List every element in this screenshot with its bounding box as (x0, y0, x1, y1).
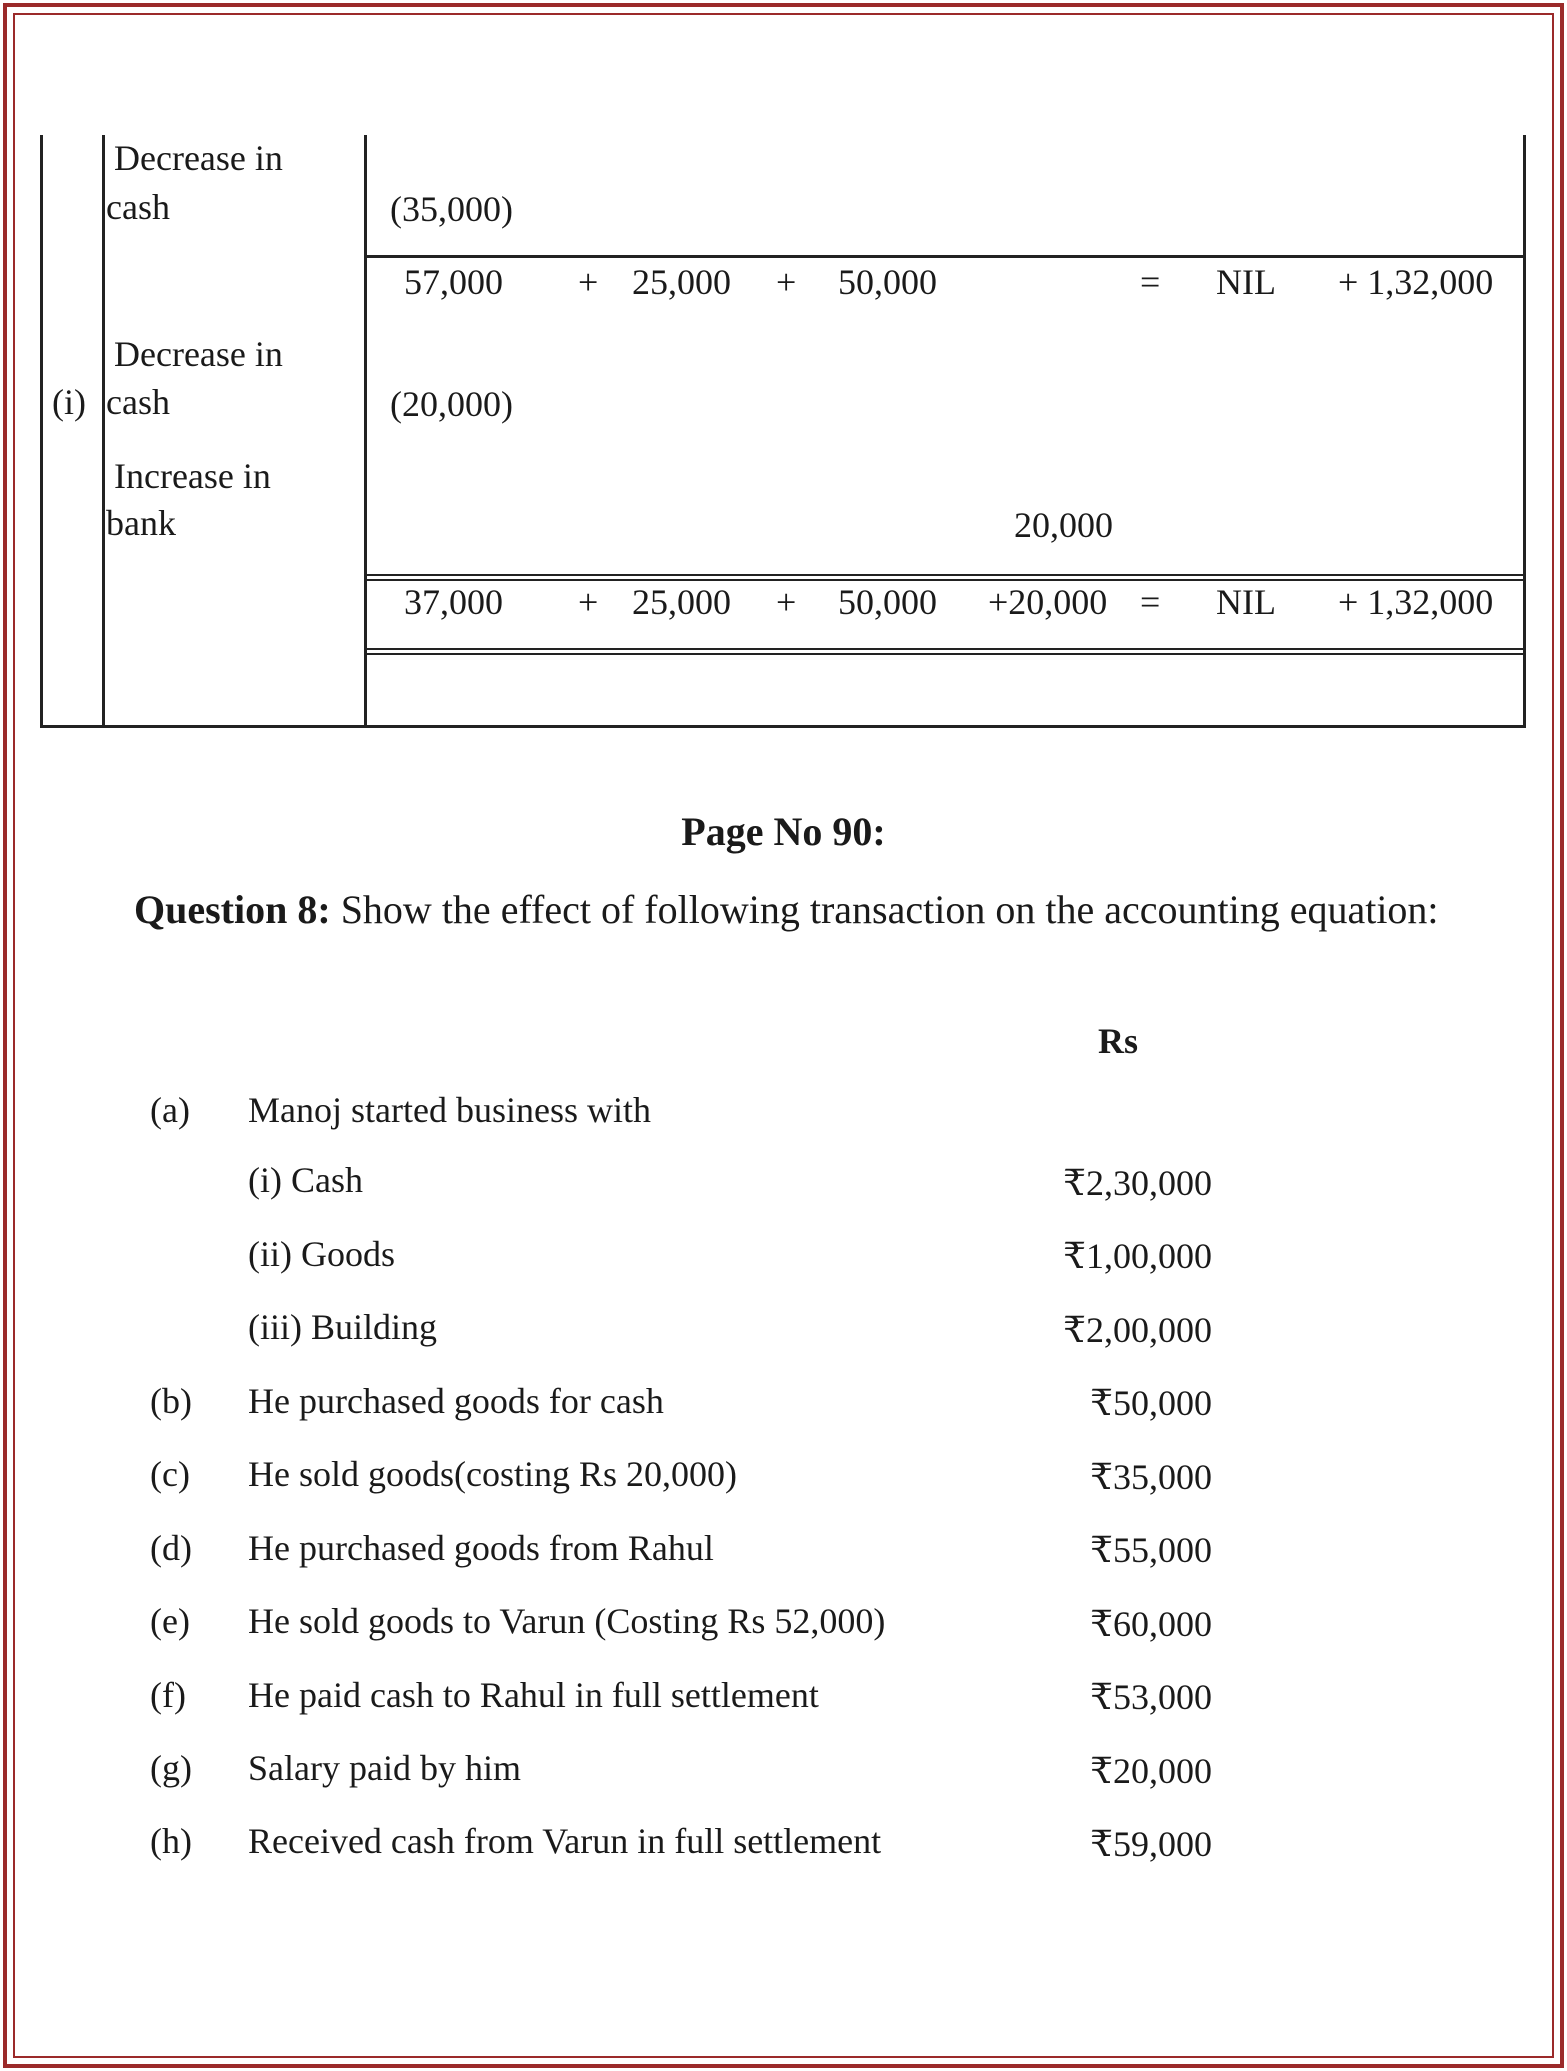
row-3-bank-amount: 20,000 (1014, 505, 1113, 545)
total-1-goods: 25,000 (632, 262, 731, 302)
item-text: He purchased goods from Rahul (248, 1528, 714, 1568)
total-2-cash: 37,000 (404, 582, 503, 622)
item-amount: ₹50,000 (1090, 1383, 1212, 1423)
table-vline-right (1523, 135, 1526, 728)
item-letter: (h) (150, 1821, 192, 1861)
item-letter: (d) (150, 1528, 192, 1568)
total-2-equals: = (1140, 582, 1161, 622)
item-text: He sold goods to Varun (Costing Rs 52,000) (248, 1601, 886, 1641)
total-1-plus1: + (578, 262, 599, 302)
total-1-equals: = (1140, 262, 1161, 302)
row-i-marker: (i) (52, 382, 86, 422)
item-text: (iii) Building (248, 1307, 437, 1347)
row-2-amount: (20,000) (390, 384, 513, 424)
item-text: Manoj started business with (248, 1090, 651, 1130)
table-hline-2b (364, 579, 1526, 581)
total-2-plus1: + (578, 582, 599, 622)
item-amount: ₹1,00,000 (1063, 1236, 1212, 1276)
row-2-label-line1: Decrease in (114, 334, 283, 374)
table-vline-left (40, 135, 43, 728)
table-hline-1 (364, 255, 1526, 258)
item-letter: (c) (150, 1454, 190, 1494)
row-3-label-line1: Increase in (114, 456, 271, 496)
item-text: He sold goods(costing Rs 20,000) (248, 1454, 737, 1494)
item-amount: ₹2,00,000 (1063, 1310, 1212, 1350)
table-hline-bottom (40, 725, 1526, 728)
item-amount: ₹35,000 (1090, 1457, 1212, 1497)
total-1-plus2: + (776, 262, 797, 302)
item-text: (ii) Goods (248, 1234, 395, 1274)
question-text: Show the effect of following transaction on the accounting equation: (340, 887, 1439, 932)
item-letter: (e) (150, 1601, 190, 1641)
item-text: Received cash from Varun in full settlement (248, 1821, 882, 1861)
item-text: He purchased goods for cash (248, 1381, 664, 1421)
item-amount: ₹60,000 (1090, 1604, 1212, 1644)
item-amount: ₹2,30,000 (1063, 1163, 1212, 1203)
row-2-label-line2: cash (106, 382, 170, 422)
total-2-plus2: + (776, 582, 797, 622)
total-1-building: 50,000 (838, 262, 937, 302)
page-title: Page No 90: (681, 809, 886, 854)
table-hline-3a (364, 648, 1526, 650)
total-1-liabilities: NIL (1216, 262, 1276, 302)
total-2-liabilities: NIL (1216, 582, 1276, 622)
question-block (134, 882, 1454, 938)
total-2-building: 50,000 (838, 582, 937, 622)
currency-header: Rs (1098, 1021, 1139, 1061)
item-text: Salary paid by him (248, 1748, 521, 1788)
total-2-goods: 25,000 (632, 582, 731, 622)
item-text: (i) Cash (248, 1160, 363, 1200)
total-2-bank: +20,000 (988, 582, 1108, 622)
item-amount: ₹55,000 (1090, 1530, 1212, 1570)
table-hline-2a (364, 574, 1526, 576)
total-1-capital: + 1,32,000 (1338, 262, 1494, 302)
item-amount: ₹59,000 (1090, 1824, 1212, 1864)
item-amount: ₹53,000 (1090, 1677, 1212, 1717)
row-1-label-line1: Decrease in (114, 138, 283, 178)
item-letter: (f) (150, 1675, 186, 1715)
total-1-cash: 57,000 (404, 262, 503, 302)
page-border-inner (13, 13, 1554, 2058)
item-text: He paid cash to Rahul in full settlement (248, 1675, 819, 1715)
table-vline-3 (364, 135, 367, 728)
question-label: Question 8: (134, 887, 331, 932)
item-letter: (g) (150, 1748, 192, 1788)
table-hline-3b (364, 653, 1526, 655)
item-amount: ₹20,000 (1090, 1751, 1212, 1791)
row-1-amount: (35,000) (390, 189, 513, 229)
row-3-label-line2: bank (106, 503, 176, 543)
total-2-capital: + 1,32,000 (1338, 582, 1494, 622)
item-letter: (b) (150, 1381, 192, 1421)
table-vline-2 (102, 135, 105, 728)
item-letter: (a) (150, 1090, 190, 1130)
row-1-label-line2: cash (106, 187, 170, 227)
